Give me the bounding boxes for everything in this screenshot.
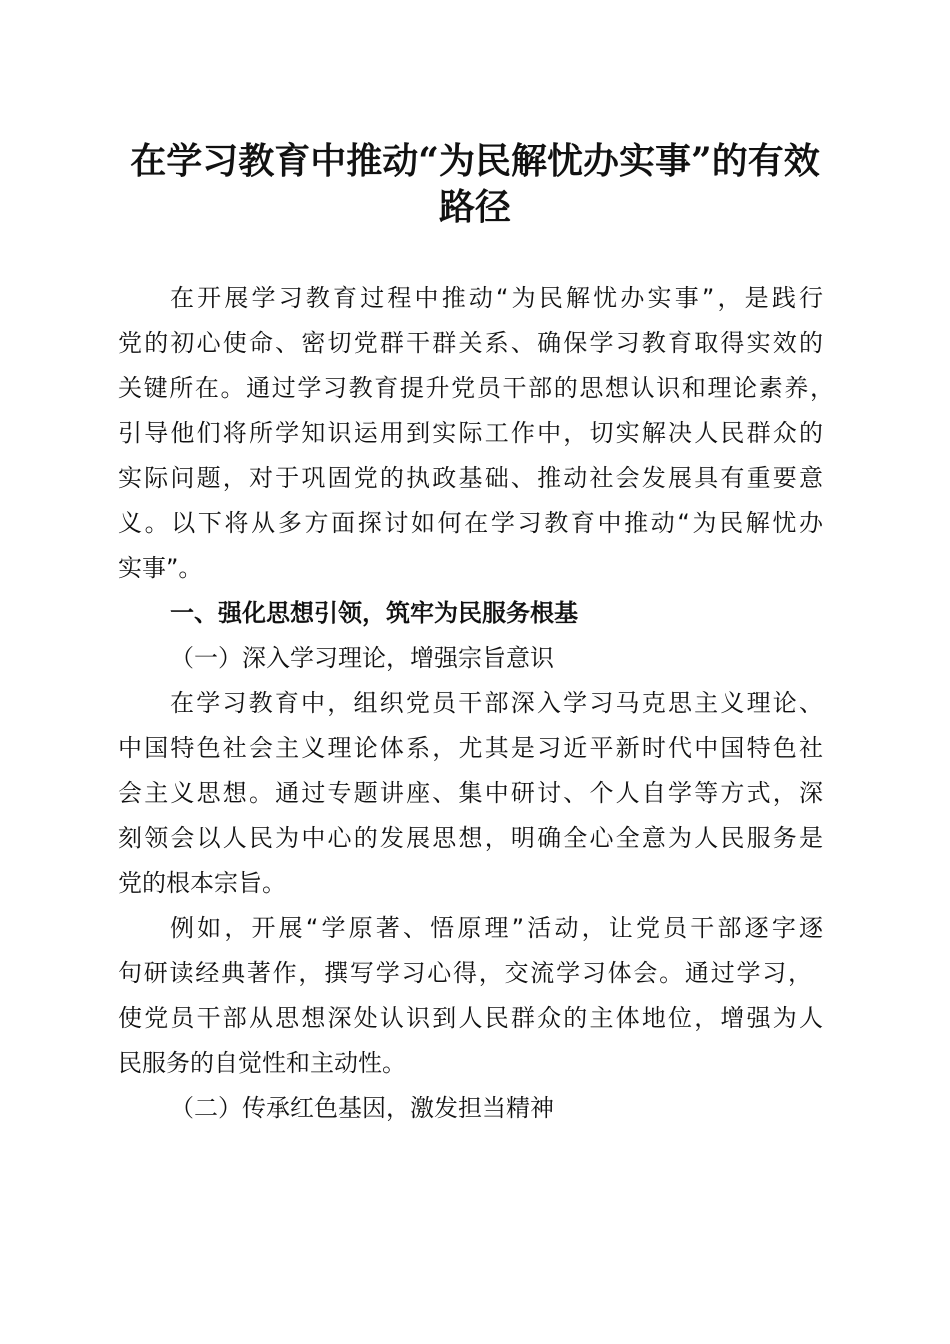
intro-line: 义。以下将从多方面探讨如何在学习教育中推动“为民解忧办 — [118, 509, 823, 537]
intro-line: 在开展学习教育过程中推动“为民解忧办实事”，是践行 — [170, 284, 823, 312]
sub1-para2-line: 句研读经典著作，撰写学习心得，交流学习体会。通过学习， — [118, 959, 812, 987]
sub1-para1-line: 会主义思想。通过专题讲座、集中研讨、个人自学等方式，深 — [118, 779, 823, 807]
sub1-para2-line: 例如，开展“学原著、悟原理”活动，让党员干部逐字逐 — [170, 914, 823, 942]
document-title-line-1: 在学习教育中推动“为民解忧办实事”的有效 — [130, 140, 820, 182]
intro-line: 关键所在。通过学习教育提升党员干部的思想认识和理论素养， — [118, 374, 834, 402]
intro-line: 党的初心使命、密切党群干群关系、确保学习教育取得实效的 — [118, 329, 823, 357]
sub1-para1-line: 党的根本宗旨。 — [118, 869, 286, 897]
sub1-para1-line: 在学习教育中，组织党员干部深入学习马克思主义理论、 — [170, 689, 823, 717]
intro-line: 实际问题，对于巩固党的执政基础、推动社会发展具有重要意 — [118, 464, 823, 492]
sub1-para2-line: 民服务的自觉性和主动性。 — [118, 1049, 406, 1077]
intro-line: 引导他们将所学知识运用到实际工作中，切实解决人民群众的 — [118, 419, 823, 447]
sub1-para1-line: 刻领会以人民为中心的发展思想，明确全心全意为人民服务是 — [118, 824, 823, 852]
subsection-1-heading: （一）深入学习理论，增强宗旨意识 — [170, 644, 554, 672]
section-1-heading: 一、强化思想引领，筑牢为民服务根基 — [170, 599, 578, 627]
subsection-2-heading: （二）传承红色基因，激发担当精神 — [170, 1094, 554, 1122]
sub1-para1-line: 中国特色社会主义理论体系，尤其是习近平新时代中国特色社 — [118, 734, 823, 762]
document-title-line-2: 路径 — [438, 186, 511, 228]
intro-line: 实事”。 — [118, 554, 203, 582]
sub1-para2-line: 使党员干部从思想深处认识到人民群众的主体地位，增强为人 — [118, 1004, 823, 1032]
